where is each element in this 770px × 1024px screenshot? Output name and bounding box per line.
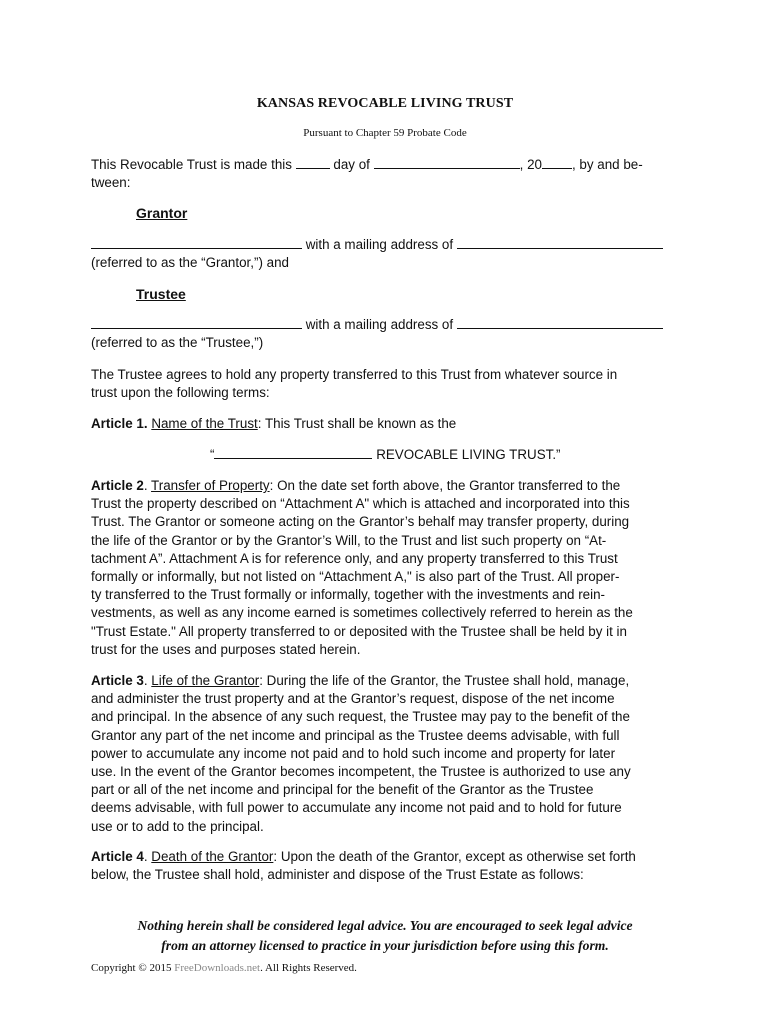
month-blank — [374, 156, 520, 169]
article-3-line: : During the life of the Grantor, the Trustee shall hold, manage, — [259, 673, 630, 688]
agreement-paragraph — [91, 366, 680, 402]
article-3-line: use. In the event of the Grantor becomes incompetent, the Trustee is authorized to use any — [91, 764, 631, 780]
trustee-referred: (referred to as the “Trustee,”) — [91, 335, 264, 351]
grantor-heading: Grantor — [136, 205, 188, 221]
article-3-line: power to accumulate any income not paid and to hold such income and property for later — [91, 745, 616, 761]
article-2-line: ty transferred to the Trust formally or informally, together with the investments and rein- — [91, 587, 606, 603]
grantor-block — [91, 236, 680, 272]
article-3-label: Article 3 — [91, 673, 144, 688]
article-4-line: below, the Trustee shall hold, administer and dispose of the Trust Estate as follows: — [91, 867, 584, 883]
document-title: KANSAS REVOCABLE LIVING TRUST — [256, 96, 514, 111]
intro-text-c: , 20 — [519, 157, 542, 172]
article-4-dot: . — [143, 849, 152, 864]
article-4-line: : Upon the death of the Grantor, except as otherwise set forth — [273, 849, 636, 864]
year-blank — [542, 156, 572, 169]
trust-name-quote: “ — [210, 447, 215, 462]
article-3-line: part or all of the net income and principal for the benefit of the Grantor as the Trustee — [91, 782, 594, 798]
document-subtitle: Pursuant to Chapter 59 Probate Code — [303, 127, 467, 139]
article-2-dot: . — [143, 478, 152, 493]
article-2-label: Article 2 — [91, 478, 144, 493]
trustee-block — [91, 316, 680, 352]
article-1-label: Article 1. — [91, 416, 148, 431]
trust-name-line — [210, 446, 610, 464]
grantor-mailing-text: with a mailing address of — [305, 237, 454, 252]
trustee-heading: Trustee — [136, 286, 186, 302]
article-2-line: Trust the property described on “Attachment A" which is attached and incorporated into this — [91, 496, 630, 512]
article-1 — [91, 415, 680, 433]
article-2-line: tachment A”. Attachment A is for reference only, and any property transferred to this Trust — [91, 550, 618, 566]
trustee-name-blank — [91, 316, 302, 329]
article-4 — [91, 848, 680, 884]
intro-paragraph — [91, 156, 680, 192]
copyright-link[interactable]: FreeDownloads.net — [174, 962, 261, 974]
article-2-line: "Trust Estate." All property transferred to or deposited with the Trustee shall be held by it in — [91, 623, 627, 639]
trust-name-suffix: REVOCABLE LIVING TRUST.” — [376, 447, 561, 462]
article-2-title: Transfer of Property — [151, 478, 270, 493]
article-2 — [91, 477, 680, 659]
article-1-title: Name of the Trust — [151, 416, 258, 431]
article-2-line: Trust. The Grantor or someone acting on the Grantor’s behalf may transfer property, during — [91, 514, 630, 530]
grantor-name-blank — [91, 236, 302, 249]
article-4-label: Article 4 — [91, 849, 144, 864]
intro-text-d: , by and be- — [571, 157, 643, 172]
article-3-line: Grantor any part of the net income and principal as the Trustee deems advisable, with full — [91, 727, 620, 743]
article-1-text: : This Trust shall be known as the — [257, 416, 457, 431]
intro-text-b: day of — [333, 157, 370, 172]
grantor-address-blank — [457, 236, 663, 249]
grantor-referred: (referred to as the “Grantor,”) and — [91, 255, 289, 271]
trustee-address-blank — [457, 316, 663, 329]
disclaimer-line: from an attorney licensed to practice in your jurisdiction before using this form. — [161, 938, 609, 953]
disclaimer-line: Nothing herein shall be considered legal advice. You are encouraged to seek legal advice — [137, 918, 633, 933]
article-3-line: and administer the trust property and at the Grantor’s request, dispose of the net income — [91, 691, 615, 707]
article-2-line: : On the date set forth above, the Grantor transferred to the — [269, 478, 621, 493]
agreement-line: The Trustee agrees to hold any property transferred to this Trust from whatever source in — [91, 367, 618, 382]
copyright-notice — [91, 962, 357, 974]
trust-name-blank — [214, 446, 372, 459]
article-3-title: Life of the Grantor — [151, 673, 260, 688]
article-3 — [91, 672, 680, 836]
agreement-line: trust upon the following terms: — [91, 385, 270, 401]
article-2-line: formally or informally, but not listed on “Attachment A," is also part of the Trust. All proper- — [91, 569, 620, 585]
article-4-title: Death of the Grantor — [151, 849, 274, 864]
article-2-line: the life of the Grantor or by the Grantor’s Will, to the Trust and list such property on “At- — [91, 532, 607, 548]
article-3-dot: . — [143, 673, 152, 688]
article-2-line: trust for the uses and purposes stated herein. — [91, 641, 361, 657]
article-3-line: deems advisable, with full power to accumulate any income not paid and to hold for future — [91, 800, 622, 816]
day-blank — [296, 156, 330, 169]
intro-text-a: This Revocable Trust is made this — [91, 157, 292, 172]
copyright-suffix: . All Rights Reserved. — [260, 962, 357, 974]
article-2-line: vestments, as well as any income earned is sometimes collectively referred to herein as the — [91, 605, 633, 621]
legal-disclaimer — [0, 916, 770, 956]
copyright-prefix: Copyright © 2015 — [91, 962, 175, 974]
intro-text-e: tween: — [91, 175, 131, 191]
article-3-line: and principal. In the absence of any such request, the Trustee may pay to the benefit of the — [91, 709, 630, 725]
article-3-line: use or to add to the principal. — [91, 818, 264, 834]
trustee-mailing-text: with a mailing address of — [305, 317, 454, 332]
